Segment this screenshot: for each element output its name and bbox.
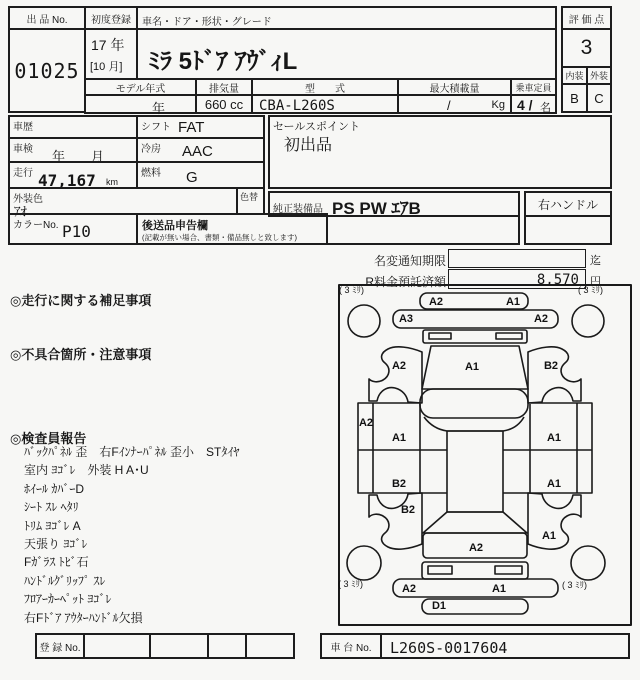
chassis-no-label: 車 台 No. bbox=[330, 642, 372, 654]
panel-label-right-front-fender: B2 bbox=[543, 360, 559, 372]
body-color-value: ｱｵ bbox=[14, 204, 27, 219]
exterior-grade-cell bbox=[586, 83, 612, 113]
color-no-label: カラーNo. bbox=[13, 220, 59, 231]
body-color-cell bbox=[8, 187, 238, 219]
tire-rear-right-icon bbox=[571, 546, 605, 580]
equipment-extra-cell bbox=[326, 215, 520, 245]
panel-label-left-front-door: A1 bbox=[391, 432, 407, 444]
diagram-border bbox=[339, 285, 631, 625]
exhibit-no-value: 01025 bbox=[14, 58, 80, 83]
windshield-shape bbox=[420, 389, 528, 418]
headlight-left-icon bbox=[429, 333, 451, 339]
fuel-cell bbox=[136, 161, 265, 189]
model-code-cell bbox=[251, 94, 399, 114]
registration-no-header bbox=[35, 633, 85, 659]
interior-grade-cell bbox=[561, 83, 588, 113]
panel-label-left-rear-door: B2 bbox=[391, 478, 407, 490]
registration-no-cell-1 bbox=[83, 633, 151, 659]
displacement-label: 排気量 bbox=[209, 83, 239, 95]
report-line: ﾄﾘﾑ ﾖｺﾞﾚ A bbox=[24, 518, 81, 533]
panel-label-front-bumper-left: A2 bbox=[428, 296, 444, 308]
panel-label-left-front-fender: A2 bbox=[391, 360, 407, 372]
max-load-cell bbox=[397, 94, 512, 114]
defects-heading: ◎不具合箇所・注意事項 bbox=[10, 347, 152, 362]
steering-cell bbox=[524, 191, 612, 217]
panel-label-front-bumper-right: A1 bbox=[505, 296, 521, 308]
score-label: 評 価 点 bbox=[568, 14, 605, 26]
steering-label: 右ハンドル bbox=[537, 197, 598, 212]
mileage-unit: km bbox=[106, 177, 118, 187]
taillight-right-icon bbox=[495, 566, 522, 574]
report-line: ﾊﾝﾄﾞﾙｸﾞﾘｯﾌﾟ ｽﾚ bbox=[24, 573, 106, 588]
max-load-unit: Kg bbox=[491, 99, 505, 111]
max-load-label: 最大積載量 bbox=[429, 83, 480, 95]
displacement-value: 660 cc bbox=[204, 96, 244, 112]
score-value: 3 bbox=[580, 36, 593, 59]
first-registration-label: 初度登録 bbox=[91, 14, 131, 26]
interior-label: 内装 bbox=[565, 71, 584, 81]
first-registration-header bbox=[84, 6, 138, 30]
report-line: ﾊﾞｯｸﾊﾟﾈﾙ 歪 右Fｲﾝﾅｰﾊﾟﾈﾙ 歪小 STﾀｲﾔ bbox=[24, 445, 240, 459]
tire-label-front-right: ( 3 ﾐﾘ) bbox=[578, 285, 604, 295]
inspection-value: 年 月 bbox=[52, 149, 105, 164]
car-outline bbox=[339, 285, 631, 625]
capacity-value: 4 / bbox=[517, 97, 533, 113]
shift-label: シフト bbox=[141, 122, 171, 133]
taillight-left-icon bbox=[428, 566, 452, 574]
roof-shape bbox=[447, 431, 503, 512]
panel-label-left-sill: A2 bbox=[358, 417, 374, 429]
model-code-label: 型 式 bbox=[305, 83, 345, 95]
tire-front-right-icon bbox=[572, 305, 604, 337]
name-change-suffix: 迄 bbox=[590, 255, 601, 267]
report-line: ﾌﾛｱｰｶｰﾍﾟｯﾄ ﾖｺﾞﾚ bbox=[24, 592, 112, 607]
left-front-fender-shape bbox=[369, 347, 422, 403]
interior-grade: B bbox=[570, 90, 579, 106]
registration-no-cell-2 bbox=[149, 633, 209, 659]
tail-panel-shape bbox=[422, 562, 528, 579]
panel-label-right-front-door: A1 bbox=[546, 432, 562, 444]
inspector-report-lines bbox=[24, 443, 334, 627]
registration-no-cell-3 bbox=[207, 633, 247, 659]
history-label: 車歴 bbox=[13, 122, 33, 133]
equipment-cell bbox=[268, 191, 520, 217]
report-line: ﾎｲｰﾙ ｶﾊﾞｰD bbox=[24, 481, 85, 496]
exhibit-no-cell bbox=[8, 28, 86, 113]
aircon-cell bbox=[136, 137, 265, 163]
exhibit-no-header bbox=[8, 6, 86, 30]
first-registration-cell bbox=[84, 28, 138, 80]
recycle-fee-value: 8,570 bbox=[536, 272, 579, 288]
report-line: ｼｰﾄ ｽﾚ ﾍﾀﾘ bbox=[24, 500, 79, 515]
later-goods-note: (記載が無い場合、書類・備品無しと致します) bbox=[142, 233, 297, 242]
sales-point-cell bbox=[268, 115, 612, 189]
fuel-label: 燃料 bbox=[141, 168, 161, 179]
later-goods-cell bbox=[136, 213, 328, 245]
report-line: 天張り ﾖｺﾞﾚ bbox=[24, 537, 88, 552]
equipment-label: 純正装備品 bbox=[273, 204, 323, 215]
tire-label-front-left: ( 3 ﾐﾘ) bbox=[339, 285, 365, 295]
mileage-label: 走行 bbox=[13, 168, 33, 179]
fuel-value: G bbox=[186, 169, 198, 186]
report-line: 右Fﾄﾞｱ ｱｳﾀｰﾊﾝﾄﾞﾙ欠損 bbox=[24, 610, 143, 625]
name-change-label: 名変通知期限 bbox=[373, 254, 446, 268]
chassis-no-header bbox=[320, 633, 382, 659]
panel-label-rear-gate: A2 bbox=[468, 542, 484, 554]
model-year-label: モデル年式 bbox=[115, 83, 166, 95]
left-quarter-shape bbox=[369, 493, 422, 549]
chassis-no-cell bbox=[380, 633, 630, 659]
panel-label-front-panel-right: A2 bbox=[533, 313, 549, 325]
color-no-cell bbox=[8, 213, 138, 245]
model-year-cell bbox=[84, 94, 197, 114]
aircon-label: 冷房 bbox=[141, 144, 161, 155]
color-change-label: 色替 bbox=[240, 192, 259, 202]
score-cell bbox=[561, 28, 612, 68]
score-header bbox=[561, 6, 612, 30]
car-name-cell bbox=[136, 28, 557, 80]
panel-label-hood: A1 bbox=[464, 361, 480, 373]
name-change-box bbox=[448, 249, 586, 268]
inspection-label: 車検 bbox=[13, 144, 33, 155]
first-registration-month: [10 月] bbox=[90, 61, 123, 73]
tire-label-rear-left: ( 3 ﾐﾘ) bbox=[338, 579, 364, 589]
rear-bumper-shape bbox=[393, 579, 558, 597]
color-no-value: P10 bbox=[62, 222, 91, 241]
model-code-value: CBA-L260S bbox=[259, 98, 335, 114]
panel-label-right-quarter: A1 bbox=[541, 530, 557, 542]
tire-label-rear-right: ( 3 ﾐﾘ) bbox=[562, 580, 588, 590]
car-damage-diagram bbox=[337, 283, 633, 629]
capacity-label: 乗車定員 bbox=[515, 82, 552, 93]
chassis-no-value: L260S-0017604 bbox=[390, 639, 508, 657]
panel-label-front-panel-left: A3 bbox=[398, 313, 414, 325]
right-front-fender-shape bbox=[528, 347, 581, 403]
capacity-cell bbox=[510, 94, 557, 114]
shift-cell bbox=[136, 115, 265, 139]
shift-value: FAT bbox=[178, 119, 205, 136]
equipment-value: PS PW ｴｱB bbox=[332, 199, 421, 218]
model-year-value: 年 bbox=[151, 101, 165, 116]
steering-extra-cell bbox=[524, 215, 612, 245]
report-line: 室内 ﾖｺﾞﾚ 外装 H A･U bbox=[24, 463, 149, 478]
car-name-header bbox=[136, 6, 557, 30]
sales-point-label: セールスポイント bbox=[273, 121, 361, 133]
inspector-report-heading: ◎検査員報告 bbox=[10, 431, 87, 446]
displacement-cell bbox=[195, 94, 253, 114]
inspection-cell bbox=[8, 137, 138, 163]
panel-label-rear-bumper-left: A2 bbox=[401, 583, 417, 595]
panel-label-rear-bumper-right: A1 bbox=[491, 583, 507, 595]
mileage-cell bbox=[8, 161, 138, 189]
registration-no-cell-4 bbox=[245, 633, 295, 659]
front-grille-shape bbox=[423, 330, 527, 343]
exterior-grade: C bbox=[594, 90, 604, 106]
capacity-unit: 名 bbox=[540, 102, 551, 114]
headlight-right-icon bbox=[496, 333, 522, 339]
cowl-taper bbox=[424, 417, 524, 431]
exhibit-no-label: 出 品 No. bbox=[26, 14, 68, 26]
aircon-value: AAC bbox=[182, 143, 213, 160]
rear-window-shape bbox=[423, 512, 527, 533]
first-registration-year: 17 年 bbox=[91, 37, 125, 53]
panel-label-rear-under: D1 bbox=[431, 600, 447, 612]
recycle-fee-label: R料金預託済額 bbox=[365, 275, 446, 289]
car-name-label: 車名・ドア・形状・グレード bbox=[142, 17, 272, 28]
later-goods-label: 後送品申告欄 bbox=[142, 220, 208, 232]
car-name-value: ﾐﾗ 5ﾄﾞｱ ｱｳﾞｨL bbox=[148, 48, 298, 75]
recycle-fee-suffix: 円 bbox=[590, 276, 601, 288]
sales-point-value: 初出品 bbox=[284, 137, 333, 154]
tire-front-left-icon bbox=[348, 305, 380, 337]
max-load-value: / bbox=[447, 98, 451, 113]
panel-label-left-quarter: B2 bbox=[400, 504, 416, 516]
tire-rear-left-icon bbox=[347, 546, 381, 580]
report-line: Fｶﾞﾗｽ ﾄﾋﾞ石 bbox=[24, 555, 89, 570]
mileage-value: 47,167 bbox=[38, 171, 96, 190]
mileage-notes-heading: ◎走行に関する補足事項 bbox=[10, 293, 152, 308]
history-cell bbox=[8, 115, 138, 139]
registration-no-label: 登 録 No. bbox=[39, 642, 81, 654]
color-change-cell bbox=[236, 187, 265, 215]
panel-label-right-rear-door: A1 bbox=[546, 478, 562, 490]
body-color-label: 外装色 bbox=[13, 194, 43, 205]
exterior-label: 外装 bbox=[589, 71, 608, 81]
